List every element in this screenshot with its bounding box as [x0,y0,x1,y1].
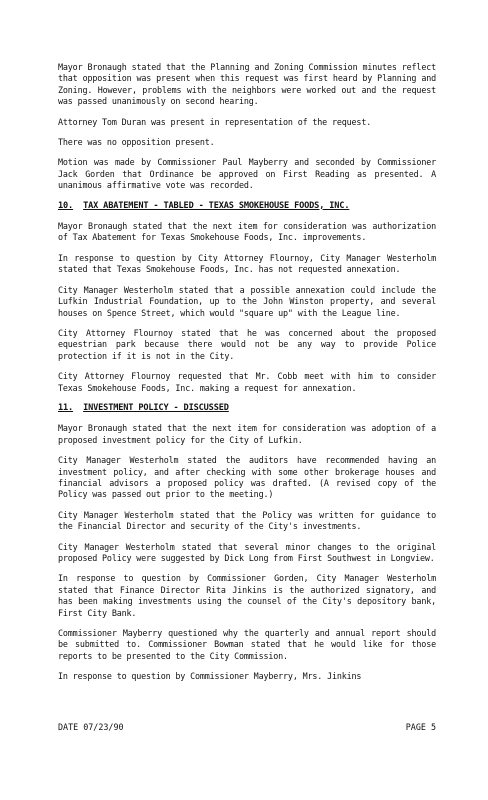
paragraph: City Manager Westerholm stated that several minor changes to the original proposed Policy were suggested by Dick Long from First Southwest in Longview. [58,541,436,563]
page-number: PAGE 5 [405,722,436,732]
paragraph: City Attorney Flournoy stated that he was concerned about the proposed equestrian park because there would not be any way to provide Police protection if it is not in the City. [58,327,436,361]
section-heading-11 [58,403,436,414]
section-number: 10. [58,200,74,211]
footer-date: DATE 07/23/90 [58,722,124,732]
paragraph: Mayor Bronaugh stated that the next item for consideration was authorization of Tax Abatement for Texas Smokehouse Foods, Inc. improvements. [58,221,436,243]
paragraph: Attorney Tom Duran was present in representation of the request. [58,116,372,127]
paragraph: In response to question by Commissioner Mayberry, Mrs. Jinkins [58,671,362,682]
paragraph: City Attorney Flournoy requested that Mr. Cobb meet with him to consider Texas Smokehouse Foods, Inc. making a request for annexation. [58,371,436,393]
page-footer [58,722,436,732]
section-number: 11. [58,402,74,413]
minutes-body [58,62,436,692]
paragraph: Commissioner Mayberry questioned why the quarterly and annual report should be submitted to. Commissioner Bowman stated that he would like for those reports to be presented to the City Commission. [58,628,436,661]
paragraph: In response to question by City Attorney Flournoy, City Manager Westerholm stated that Texas Smokehouse Foods, Inc. has not requested annexation. [58,252,436,275]
section-title: TAX ABATEMENT - TABLED - TEXAS SMOKEHOUSE FOODS, INC. [83,200,350,211]
paragraph: In response to question by Commissioner Gorden, City Manager Westerholm stated that Finance Director Rita Jinkins is the authorized signatory, and has been making investments using the counsel of the City's depository bank, First City Bank. [58,573,436,618]
paragraph: City Manager Westerholm stated that the Policy was written for guidance to the Financial Director and security of the City's investments. [58,509,436,532]
section-heading-10 [58,201,436,212]
paragraph: City Manager Westerholm stated that a possible annexation could include the Lufkin Industrial Foundation, up to the John Winston property, and several houses on Spence Street, which would "square up" with the League line. [58,284,436,318]
paragraph: Mayor Bronaugh stated that the Planning and Zoning Commission minutes reflect that opposition was present when this request was first heard by Planning and Zoning. However, problems with the neighbors were worked out and the request was passed unanimously on second hearing. [58,62,436,107]
section-title: INVESTMENT POLICY - DISCUSSED [83,402,229,413]
paragraph: Motion was made by Commissioner Paul Mayberry and seconded by Commissioner Jack Gorden that Ordinance be approved on First Reading as presented. A unanimous affirmative vote was recorded. [58,157,436,191]
paragraph: There was no opposition present. [58,137,215,148]
paragraph: City Manager Westerholm stated the auditors have recommended having an investment policy, and after checking with some other brokerage houses and financial advisors a proposed policy was drafted. (A revised copy of the Policy was passed out prior to the meeting.) [58,455,436,500]
paragraph: Mayor Bronaugh stated that the next item for consideration was adoption of a proposed investment policy for the City of Lufkin. [58,423,436,445]
